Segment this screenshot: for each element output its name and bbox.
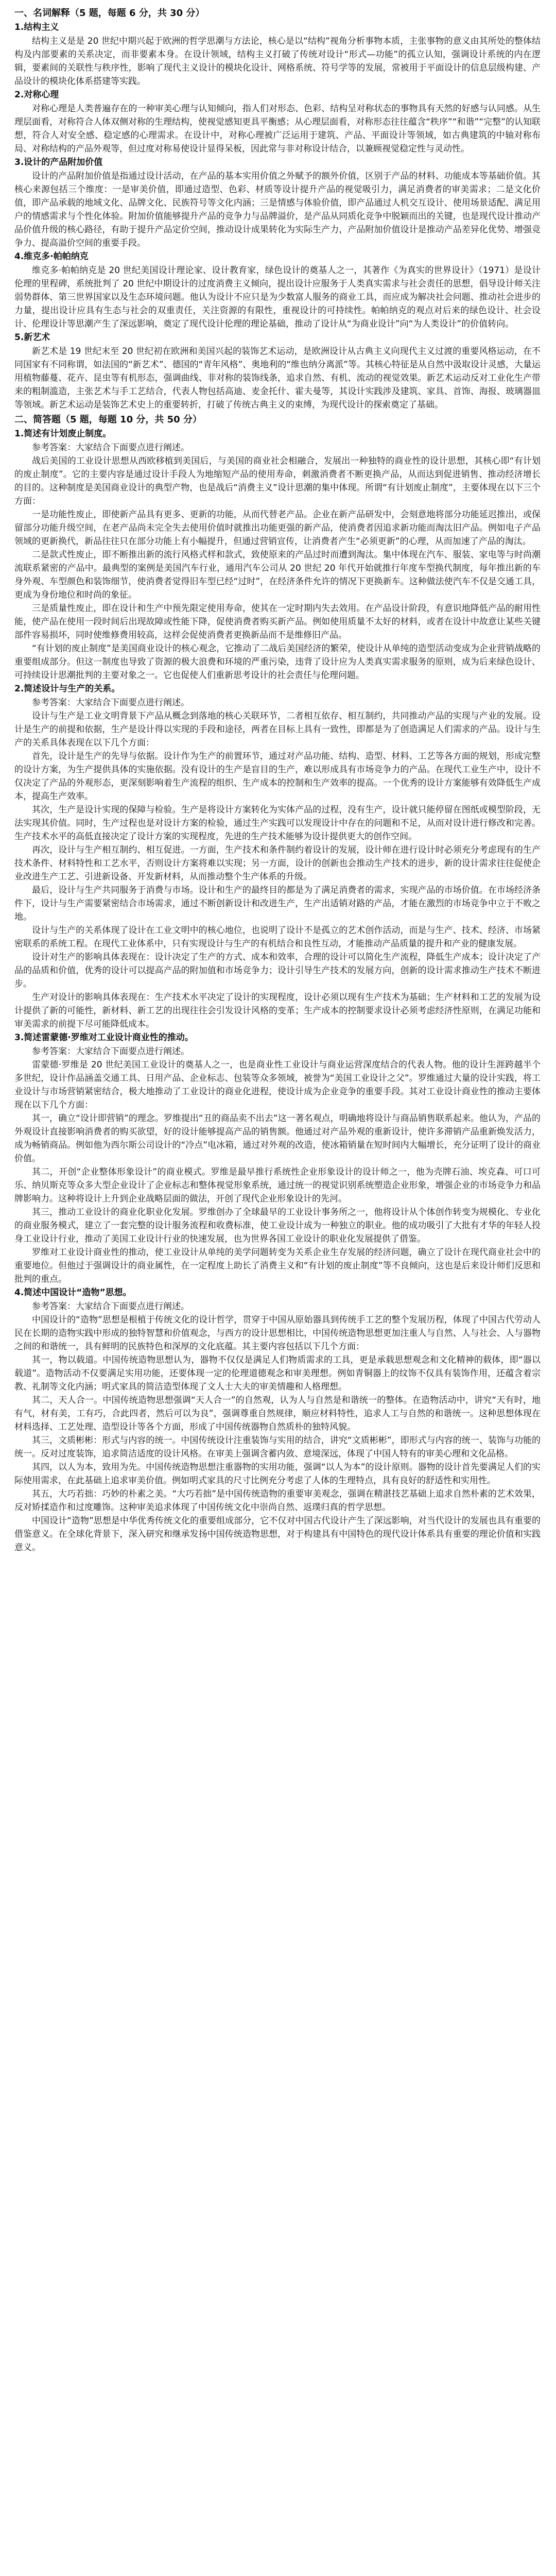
answer-paragraph: 首先，设计是生产的先导与依据。设计作为生产的前置环节，通过对产品功能、结构、造型、材料、工艺等各方面的规划，形成完整的设计方案，为生产提供具体的实施依据。没有设计的生产是盲目的生产，难以形成具有市场竞争力的产品。在现代工业生产中，设计不仅决定了产品的外观形态，更深刻影响着生产流程的组织、生产成本的控制和生产效率的提高。一个优秀的设计方案能够有效降低生产成本，提高生产效率。 — [14, 751, 541, 802]
term-title: 5.新艺术 — [14, 332, 50, 343]
answer-paragraph: 中国设计的“造物”思想是根植于传统文化的设计哲学，贯穿于中国从原始器具到传统手工艺的整个发展历程，体现了中国古代劳动人民在长期的造物实践中形成的独特智慧和价值观念，与西方的设计思想相比，中国传统造物思想更加注重人与自然、人与社会、人与器物之间的和谐统一，具有鲜明的民族特色和深厚的文化底蕴。其主要内容包括以下几个方面： — [14, 1315, 541, 1352]
term-paragraph: 设计的产品附加价值是指通过设计活动，在产品的基本实用价值之外赋予的额外价值，区别于产品的材料、功能成本等基础价值。其核心来源包括三个维度：一是审美价值，即通过造型、色彩、材质等设计提升产品的视觉吸引力，满足消费者的审美需求；二是文化价值，即产品承载的地域文化、品牌文化、民族符号等文化内涵；三是情感与体验价值，即产品通过人机交互设计、使用场景适配、满足用户的情感需求与个性化体验。附加价值能够提升产品的竞争力与品牌溢价，是产品从同质化竞争中脱颖而出的关键，也是现代设计推动产品价值升级的核心路径，有助于提升产品定价空间，推动设计成果转化为实际生产力，产品附加价值设计是推动产品差异化优势、增强竞争力、提高溢价空间的重要手段。 — [14, 171, 541, 248]
question-title: 1.简述有计划废止制度。 — [14, 429, 112, 439]
term-item-structuralism — [14, 21, 541, 88]
answer-paragraph: 一是功能性废止，即使新产品具有更多、更新的功能，从而代替老产品。企业在新产品研发中，会刻意地将部分功能延迟推出，或保留部分功能升级空间，在老产品尚未完全失去使用价值时就推出功能更强的新产品，使消费者因追求新功能而淘汰旧产品。例如电子产品领域的更新换代，新品往往只在部分功能上有小幅提升，但通过营销宣传，让消费者产生“必须更新”的心理，从而加速了产品的淘汰。 — [14, 510, 541, 547]
answer-paragraph: 罗维对工业设计商业性的推动，使工业设计从单纯的美学问题转变为关系企业生存发展的经济问题，确立了设计在现代商业社会中的重要地位。但他过于强调设计的商业属性，在一定程度上助长了消费主义和“有计划的废止制度”等不良倾向，这也是后来设计师们反思和批判的重点。 — [14, 1247, 541, 1284]
answer-paragraph: 其二，开创“企业整体形象设计”的商业模式。罗维是最早推行系统性企业形象设计的设计师之一，他为壳牌石油、埃克森、可口可乐、纳贝斯克等众多大型企业设计了企业标志和整体视觉形象系统，通过统一的视觉识别系统塑造企业形象，增强企业的市场竞争力和品牌影响力。这种将设计上升到企业战略层面的做法，开创了现代企业形象设计的先河。 — [14, 1167, 541, 1204]
term-paragraph: 新艺术是 19 世纪末至 20 世纪初在欧洲和美国兴起的装饰艺术运动，是欧洲设计从古典主义向现代主义过渡的重要风格运动，在不同国家有不同称谓，如法国的“新艺术”、德国的“青年风格”、奥地利的“维也纳分离派”等。其核心特征是从自然中汲取设计灵感，大量运用植物藤蔓、花卉、昆虫等有机形态，强调曲线、非对称的装饰线条，追求自然、有机、流动的视觉效果。新艺术运动反对工业化生产带来的粗制滥造，主张艺术与手工艺结合，代表人物包括高迪、麦金托什、霍夫曼等，其设计实践涉及建筑、家具、首饰、海报、玻璃器皿等领域。新艺术运动是装饰艺术史上的重要转折，打破了传统古典主义的束缚，为现代设计的探索奠定了基础。 — [14, 346, 541, 410]
answer-paragraph: 设计对生产的影响具体表现在：设计决定了生产的方式、成本和效率，合理的设计可以简化生产流程，降低生产成本；设计决定了产品的品质和价值，优秀的设计可以提高产品的附加值和市场竞争力；设计引导生产技术的发展方向，创新的设计需求推动生产技术不断进步。 — [14, 952, 541, 989]
question-item-design-production — [14, 682, 541, 1031]
term-paragraph: 维克多·帕帕纳克是 20 世纪美国设计理论家、设计教育家，绿色设计的奠基人之一，其著作《为真实的世界设计》（1971）是设计伦理的里程碑，系统批判了 20 世纪中期设计的过度消费主义倾向，提出设计应服务于人类真实需求与社会责任的思想，倡导设计师关注弱势群体、第三世界国家以及生态环境问题。他认为设计不应只是为少数富人服务的商业工具，而应成为解决社会问题、推动社会进步的力量，提出设计应具有生态与社会的双重责任，关注资源的有限性，重视设计的可持续性。帕帕纳克的观点对后来的绿色设计、社会设计、伦理设计等思潮产生了深远影响，奠定了现代设计伦理的理论基础，推动了设计从“为商业设计”向“为人类设计”的价值转向。 — [14, 265, 541, 329]
answer-paragraph: 三是质量性废止，即在设计和生产中预先限定使用寿命，使其在一定时期内失去效用。在产品设计阶段，有意识地降低产品的耐用性能，使产品在使用一段时间后出现故障或性能下降，促使消费者购买新产品。例如使用质量不太好的材料，或者在设计中故意让某些关键部件容易损坏，同时使维修费用较高，这样会促使消费者更换新品而不是维修旧产品。 — [14, 603, 541, 640]
answer-paragraph: 二是款式性废止，即不断推出新的流行风格式样和款式，致使原来的产品过时而遭到淘汰。集中体现在汽车、服装、家电等与时尚潮流联系紧密的产品中。最典型的案例是美国汽车行业，通用汽车公司从 20 世纪 20 年代开始就推行年度车型换代制度，每年推出新的车身外观、车型颜色和装饰细节，使消费者觉得旧车型已经“过时”，在经济条件允许的情况下更换新车。这种做法使汽车不仅是交通工具，更成为身份地位和时尚的象征。 — [14, 550, 541, 600]
term-item-symmetry-psychology — [14, 88, 541, 156]
answer-paragraph: 生产对设计的影响具体表现在：生产技术水平决定了设计的实现程度，设计必须以现有生产技术为基础；生产材料和工艺的发展为设计提供了新的可能性，新材料、新工艺的出现往往会引发设计风格的变革；生产成本的控制要求设计必须考虑经济性原则，在满足功能和审美需求的前提下尽可能降低成本。 — [14, 992, 541, 1029]
answer-paragraph: 再次，设计与生产相互制约、相互促进。一方面，生产技术和条件制约着设计的发展，设计师在进行设计时必须充分考虑现有的生产技术条件、材料特性和工艺水平，否则设计方案将难以实现；另一方面，设计的创新也会推动生产技术的进步，新的设计需求往往促使企业改进生产工艺、引进新设备、开发新材料，从而推动整个生产体系的升级。 — [14, 845, 541, 882]
answer-paragraph: 其三，文质彬彬：形式与内容的统一。中国传统设计注重装饰与实用的结合，讲究“文质彬彬”，即形式与内容的统一、装饰与功能的统一。反对过度装饰，追求简洁适度的设计风格。在审美上强调含蓄内敛、意境深远，体现了中国人特有的审美心理和文化品格。 — [14, 1435, 541, 1459]
question-item-raymond-loewy — [14, 1031, 541, 1286]
question-title: 4.简述中国设计“造物”思想。 — [14, 1287, 132, 1298]
term-title: 2.对称心理 — [14, 90, 59, 100]
term-item-papanek — [14, 250, 541, 331]
section-2-title: 二、简答题（5 题，每题 10 分，共 50 分） — [14, 414, 202, 425]
reference-answer-label: 参考答案：大家结合下面要点进行阐述。 — [32, 1046, 189, 1057]
answer-paragraph: 战后美国的工业设计思想从西欧移植到美国后，与美国的商业社会相融合，发展出一种独特的商业性的设计思想，其核心即“有计划的废止制度”。它的主要内容是通过设计手段人为地缩短产品的使用寿命，刺激消费者不断更换产品，从而达到促进销售、推动经济增长的目的。这种制度是美国商业设计的典型产物，也是战后“消费主义”设计思潮的集中体现。所谓“有计划废止制度”，主要体现在以下三个方面： — [14, 456, 541, 506]
answer-paragraph: “有计划的废止制度”是美国商业设计的核心观念，它推动了二战后美国经济的繁荣，使设计从单纯的造型活动变成为企业营销战略的重要组成部分。但这一制度也导致了资源的极大浪费和环境的严重污染，违背了设计应为人类真实需求服务的原则，成为后来绿色设计、可持续设计思潮批判的主要对象之一。它也促使人们重新思考设计的社会责任与伦理问题。 — [14, 643, 541, 681]
term-title: 1.结构主义 — [14, 22, 59, 32]
answer-paragraph: 其五，大巧若拙：巧妙的朴素之美。“大巧若拙”是中国传统造物的重要审美观念，强调在精湛技艺基础上追求自然朴素的艺术效果，反对矫揉造作和过度雕饰。这种审美追求体现了中国传统文化中崇尚自然、返璞归真的哲学思想。 — [14, 1489, 541, 1513]
section-1-title: 一、名词解释（5 题，每题 6 分，共 30 分） — [14, 8, 205, 19]
question-item-chinese-zaowu — [14, 1286, 541, 1554]
question-title: 3.简述雷蒙德·罗维对工业设计商业性的推动。 — [14, 1032, 194, 1043]
term-item-added-value — [14, 156, 541, 250]
answer-paragraph: 其一，确立“设计即营销”的理念。罗维提出“丑的商品卖不出去”这一著名观点，明确地将设计与商品销售联系起来。他认为，产品的外观设计直接影响消费者的购买欲望，好的设计能够提高产品的销售额。他通过对产品外观的重新设计，使许多滞销产品重新焕发活力，成为畅销商品。例如他为西尔斯公司设计的“冷点”电冰箱，通过对外观的改造，使冰箱销量在短时间内大幅增长，充分证明了设计的商业价值。 — [14, 1113, 541, 1164]
answer-paragraph: 雷蒙德·罗维是 20 世纪美国工业设计的奠基人之一，也是商业性工业设计与商业运营深度结合的代表人物。他的设计生涯跨越半个多世纪，设计作品涵盖交通工具、日用产品、企业标志、包装等众多领域，被誉为“美国工业设计之父”。罗维通过大量的设计实践，将工业设计与市场营销紧密结合，极大地推动了工业设计的商业化进程，使设计成为企业竞争的重要手段。其对工业设计商业性的推动主要体现在以下几个方面： — [14, 1060, 541, 1110]
answer-paragraph: 中国设计“造物”思想是中华优秀传统文化的重要组成部分，它不仅对中国古代设计产生了深远影响，对当代设计的发展也具有重要的借鉴意义。在全球化背景下，深入研究和继承发扬中国传统造物思想，对于构建具有中国特色的现代设计体系具有重要的理论价值和实践意义。 — [14, 1516, 541, 1553]
term-paragraph: 结构主义是是 20 世纪中期兴起于欧洲的哲学思潮与方法论，核心是以“结构”视角分析事物本质，主张事物的意义由其所处的整体结构及内部要素的关系决定，而非要素本身。在设计领域，结构主义打破了传统对设计“形式—功能”的孤立认知，强调设计系统的内在逻辑，要素间的关联性与秩序性，影响了现代主义设计的模块化设计、网格系统、符号学等的发展，常被用于平面设计的信息层级构建、产品设计的模块化体系搭建等实践。 — [14, 36, 541, 87]
answer-paragraph: 其二，天人合一。中国传统造物思想强调“天人合一”的自然观，认为人与自然是和谐统一的整体。在造物活动中，讲究“天有时，地有气，材有美，工有巧，合此四者，然后可以为良”，强调尊重自然规律，顺应材料特性，追求人工与自然的和谐统一。这种思想体现在材料选择、工艺处理、造型设计等各个方面，形成了中国传统器物自然质朴的独特风貌。 — [14, 1395, 541, 1432]
answer-paragraph: 其四，以人为本，致用为先。中国传统造物思想注重器物的实用功能，强调“以人为本”的设计原则。器物的设计首先要满足人们的实际使用需求，在此基础上追求审美价值。例如明式家具的尺寸比例充分考虑了人体的生理特点，具有良好的舒适性和实用性。 — [14, 1462, 541, 1486]
answer-paragraph: 其三，推动工业设计的商业化职业化发展。罗维创办了全球最早的工业设计事务所之一，他将设计从个体创作转变为规模化、专业化的商业服务模式，建立了一套完整的设计服务流程和收费标准，使工业设计成为一种独立的职业。他的成功吸引了大批有才华的年轻人投身工业设计行业，推动了美国工业设计行业的快速发展，也为世界各国工业设计的职业化发展提供了借鉴。 — [14, 1207, 541, 1244]
answer-paragraph: 设计与生产的关系体现了设计在工业文明中的核心地位，也说明了设计不是孤立的艺术创作活动，而是与生产、技术、经济、市场紧密联系的系统工程。在现代工业体系中，只有实现设计与生产的有机结合和良性互动，才能推动产品质量的提升和产业的健康发展。 — [14, 925, 541, 949]
answer-paragraph: 设计与生产是工业文明背景下产品从概念到落地的核心关联环节，二者相互依存、相互制约，共同推动产品的实现与产业的发展。设计是生产的前提和依据，生产是设计得以实现的手段和途径，两者在目标上具有一致性，即都是为了创造满足人们需求的产品。设计与生产的关系具体表现在以下几个方面： — [14, 711, 541, 748]
question-title: 2.简述设计与生产的关系。 — [14, 684, 120, 694]
answer-paragraph: 其一，物以载道。中国传统造物思想认为，器物不仅仅是满足人们物质需求的工具，更是承载思想观念和文化精神的载体，即“器以载道”。造物活动不仅要满足实用功能，还要体现一定的伦理道德观念和审美理想。例如青铜器上的纹饰不仅具有装饰作用，还蕴含着宗教、礼制等文化内涵；明式家具的简洁造型体现了文人士大夫的审美情趣和人格理想。 — [14, 1355, 541, 1392]
reference-answer-label: 参考答案：大家结合下面要点进行阐述。 — [32, 443, 189, 453]
term-paragraph: 对称心理是人类普遍存在的一种审美心理与认知倾向，指人们对形态、色彩、结构呈对称状态的事物具有天然的好感与认同感。从生理层面看，对称符合人体双侧对称的生理结构，使视觉感知更具平衡感；从心理层面看，对称形态往往蕴含“秩序”“和谐”“完整”的认知联想，符合人对安全感、稳定感的心理需求。在设计中，对称心理被广泛运用于建筑、产品、平面设计等领域，如古典建筑的中轴对称布局、对称结构的产品外观等，但过度对称易使设计显得呆板，因此常与非对称设计结合，以兼顾视觉稳定性与灵动性。 — [14, 104, 541, 154]
answer-paragraph: 最后，设计与生产共同服务于消费与市场。设计和生产的最终目的都是为了满足消费者的需求，实现产品的市场价值。在市场经济条件下，设计与生产需要紧密结合市场需求，通过不断创新设计和改进生产，生产出适销对路的产品，才能在激烈的市场竞争中立于不败之地。 — [14, 885, 541, 922]
answer-paragraph: 其次，生产是设计实现的保障与检验。生产是将设计方案转化为实体产品的过程，没有生产，设计就只能停留在图纸或模型阶段，无法实现其价值。同时，生产过程也是对设计方案的检验，通过生产实践可以发现设计中存在的问题和不足，从而对设计进行修改和完善。生产技术水平的高低直接决定了设计方案的实现程度，先进的生产技术能够为设计提供更大的创作空间。 — [14, 805, 541, 842]
term-item-art-nouveau — [14, 331, 541, 412]
reference-answer-label: 参考答案：大家结合下面要点进行阐述。 — [32, 1301, 189, 1312]
term-title: 3.设计的产品附加价值 — [14, 157, 103, 167]
question-item-planned-obsolescence — [14, 427, 541, 682]
reference-answer-label: 参考答案：大家结合下面要点进行阐述。 — [32, 698, 189, 708]
term-title: 4.维克多·帕帕纳克 — [14, 251, 89, 262]
